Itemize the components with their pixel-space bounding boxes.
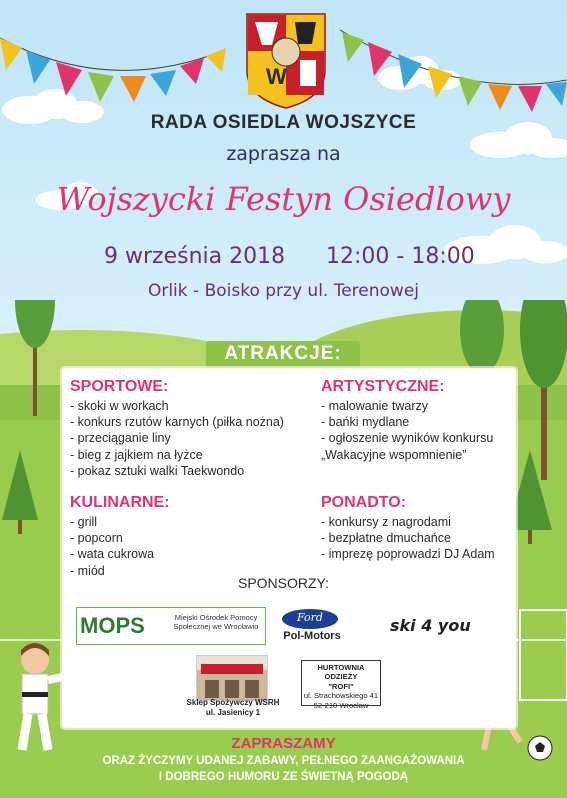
ford-dealer-name: Pol-Motors [283, 630, 341, 642]
coat-of-arms-icon [247, 14, 325, 108]
invite-cta: ZAPRASZAMY [231, 735, 336, 752]
wish-line-1: ORAZ ŻYCZYMY UDANEJ ZABAWY, PEŁNEGO ZAANGAŻOWANIA [102, 755, 465, 767]
list-item: - konkursy z nagrodami [321, 515, 451, 529]
invite-text: zaprasza na [226, 143, 341, 165]
list-item: - bańki mydlane [321, 415, 410, 430]
mops-logo: MOPS [80, 613, 145, 638]
list-item: - wata cukrowa [70, 547, 155, 562]
sport-list [70, 398, 284, 479]
mops-subtitle: Miejski Ośrodek Pomocy Społecznej we Wrocławiu [173, 613, 259, 631]
shop-building-icon [197, 656, 267, 700]
wish-line-2: I DOBREGO HUMORU ZE ŚWIETNĄ POGODĄ [158, 771, 409, 783]
list-item: - skoki w workach [70, 399, 169, 413]
food-list [70, 514, 154, 579]
shop-address: ul. Jasienicy 1 [205, 708, 261, 717]
wholesaler-brand: "ROFI" [328, 681, 354, 691]
shop-photo [196, 655, 268, 701]
list-item: „Wakacyjne wspomnienie” [321, 447, 467, 462]
section-heading-sport: SPORTOWE: [70, 378, 169, 395]
event-time: 12:00 - 18:00 [326, 244, 475, 269]
wholesaler-city: 52-210 Wrocław [313, 700, 369, 710]
list-item: - grill [70, 515, 98, 529]
section-heading-art: ARTYSTYCZNE: [321, 378, 445, 395]
list-item: - imprezę poprowadzi DJ Adam [321, 547, 495, 562]
art-list [321, 398, 493, 463]
list-item: - pokaz sztuki walki Taekwondo [70, 463, 245, 478]
section-heading-more: PONADTO: [321, 494, 407, 511]
list-item: - miód [70, 563, 105, 578]
list-item: - bieg z jajkiem na łyżce [70, 447, 203, 462]
wholesaler-name: HURTOWNIA ODZIEŻY [317, 663, 365, 682]
ford-logo: Ford [297, 611, 323, 624]
organizer-name: RADA OSIEDLA WOJSZYCE [150, 112, 417, 133]
event-title: Wojszycki Festyn Osiedlowy [56, 180, 511, 218]
list-item: - przeciąganie liny [70, 431, 171, 446]
wholesaler-sponsor [301, 660, 381, 710]
cloud-icon [378, 56, 462, 90]
mops-logo-box [76, 607, 266, 645]
svg-text:W: W [266, 64, 287, 89]
shop-sponsor [178, 698, 288, 718]
wholesaler-street: ul. Strachowskiego 41 [303, 691, 379, 701]
shop-name: Sklep Spożywczy WSRH [186, 698, 280, 707]
event-place: Orlik - Boisko przy ul. Terenowej [147, 281, 420, 301]
list-item: - bezpłatne dmuchańce [321, 531, 451, 546]
ski4you-logo: ski 4 you [390, 616, 471, 635]
list-item: - konkurs rzutów karnych (piłka nożna) [70, 415, 284, 430]
event-date: 9 września 2018 [104, 244, 286, 269]
sponsors-title: SPONSORZY: [237, 575, 330, 591]
section-heading-food: KULINARNE: [70, 494, 170, 511]
attractions-title: ATRAKCJE: [224, 343, 342, 364]
more-list [321, 514, 495, 563]
list-item: - popcorn [70, 531, 123, 546]
list-item: - malowanie twarzy [321, 399, 428, 413]
list-item: - ogłoszenie wyników konkursu [321, 431, 494, 446]
